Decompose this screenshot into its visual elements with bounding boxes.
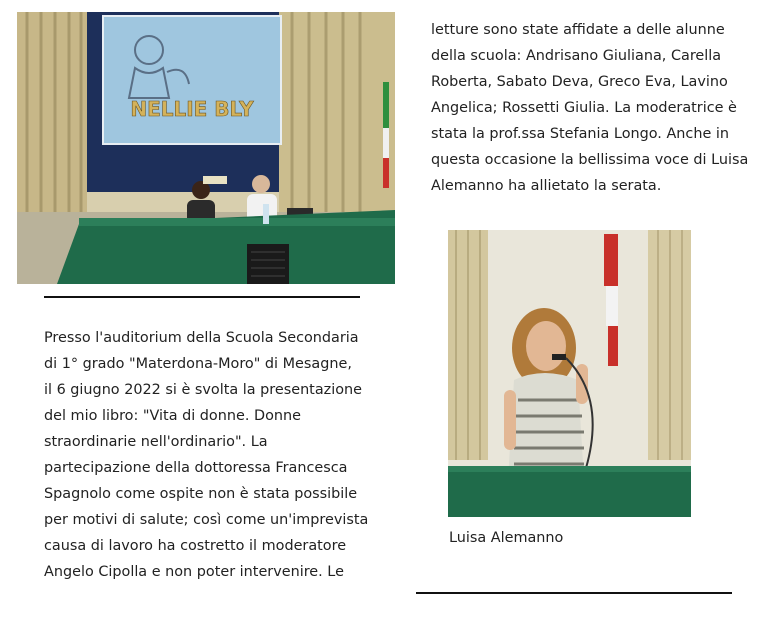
article-line: Angelo Cipolla e non poter intervenire. Le xyxy=(44,564,344,580)
article-line: straordinarie nell'ordinario". La xyxy=(44,434,268,450)
article-line: stata la prof.ssa Stefania Longo. Anche in xyxy=(431,126,730,142)
article-line: il 6 giugno 2022 si è svolta la presentazione xyxy=(44,382,362,398)
article-line: di 1° grado "Materdona-Moro" di Mesagne, xyxy=(44,356,352,372)
article-text-left xyxy=(44,325,384,585)
article-line: Presso l'auditorium della Scuola Secondaria xyxy=(44,330,359,346)
article-line: per motivi di salute; così come un'imprevista xyxy=(44,512,369,528)
screen-title: NELLIE BLY xyxy=(130,97,254,121)
article-line: Roberta, Sabato Deva, Greco Eva, Lavino xyxy=(431,74,728,90)
divider-right xyxy=(416,592,732,594)
article-line: questa occasione la bellissima voce di Luisa xyxy=(431,152,749,168)
article-line: Angelica; Rossetti Giulia. La moderatrice è xyxy=(431,100,737,116)
article-line: Alemanno ha allietato la serata. xyxy=(431,178,662,194)
singer-photo xyxy=(448,230,691,517)
article-line: del mio libro: "Vita di donne. Donne xyxy=(44,408,301,424)
singer-caption: Luisa Alemanno xyxy=(449,530,564,546)
event-photo xyxy=(17,12,395,284)
article-line: causa di lavoro ha costretto il moderatore xyxy=(44,538,347,554)
article-line: della scuola: Andrisano Giuliana, Carella xyxy=(431,48,722,64)
article-line: partecipazione della dottoressa Francesca xyxy=(44,460,348,476)
article-line: Spagnolo come ospite non è stata possibile xyxy=(44,486,358,502)
divider-left xyxy=(44,296,360,298)
article-line: letture sono state affidate a delle alunne xyxy=(431,22,725,38)
article-text-right xyxy=(431,17,751,199)
